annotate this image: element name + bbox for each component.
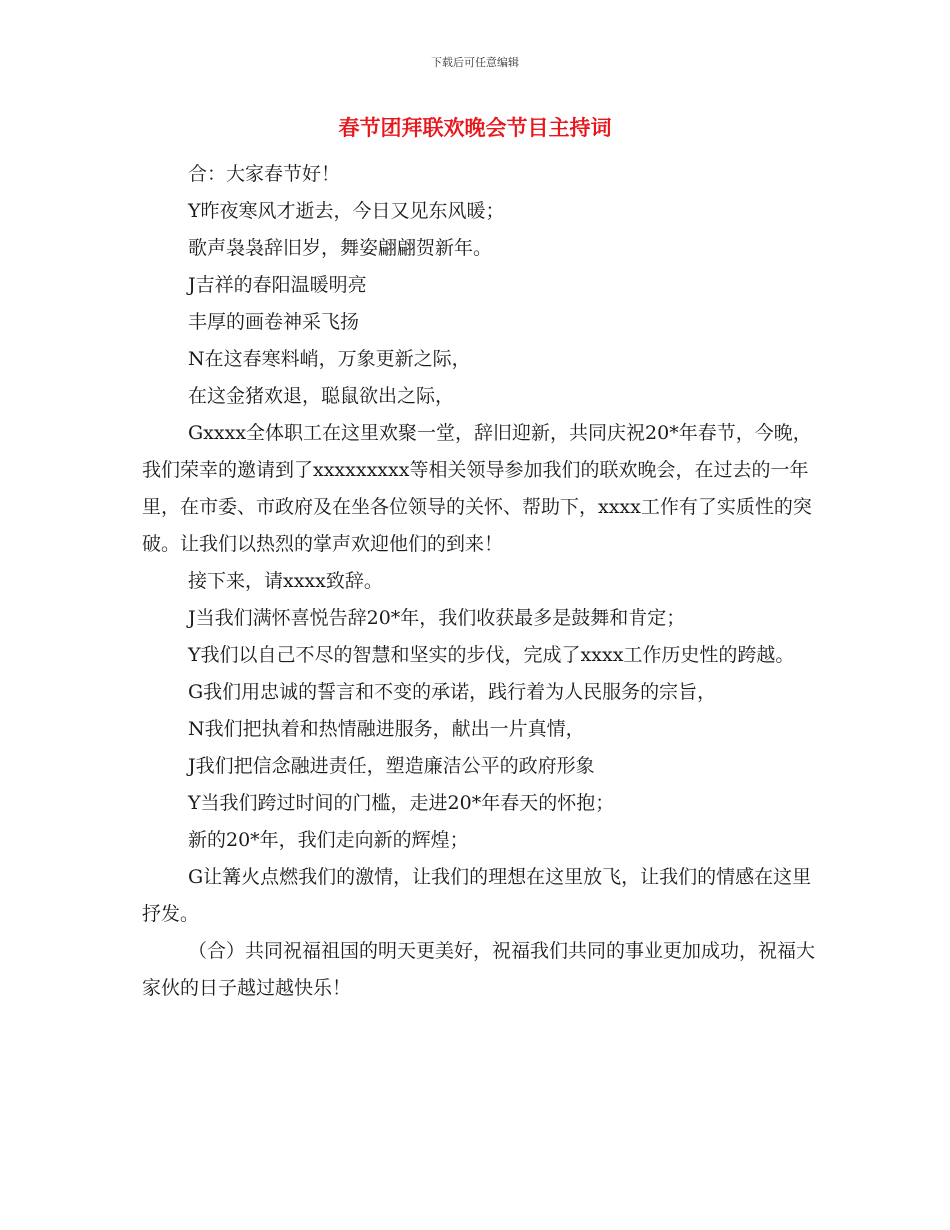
paragraph: （合）共同祝福祖国的明天更美好，祝福我们共同的事业更加成功，祝福大家伙的日子越过越快乐！	[142, 940, 816, 999]
paragraph: 丰厚的画卷神采飞扬	[188, 311, 360, 333]
paragraph: J当我们满怀喜悦告辞20*年，我们收获最多是鼓舞和肯定；	[188, 607, 686, 629]
paragraph: G我们用忠诚的誓言和不变的承诺，践行着为人民服务的宗旨，	[188, 681, 717, 703]
paragraph: Gxxxx全体职工在这里欢聚一堂，辞旧迎新，共同庆祝20*年春节，今晚，我们荣幸的邀请到了xxxxxxxxx等相关领导参加我们的联欢晚会，在过去的一年里，在市委、市政府及在坐各位领导的关怀、帮助下，xxxx工作有了实质性的突破。让我们以热烈的掌声欢迎他们的到来！	[142, 422, 812, 555]
document-body	[142, 156, 822, 1007]
paragraph: N在这春寒料峭，万象更新之际，	[188, 348, 471, 370]
paragraph: J我们把信念融进责任，塑造廉洁公平的政府形象	[188, 755, 595, 777]
document-title: 春节团拜联欢晚会节目主持词	[338, 116, 612, 140]
paragraph: N我们把执着和热情融进服务，献出一片真情，	[188, 718, 585, 740]
paragraph: Y我们以自己不尽的智慧和坚实的步伐，完成了xxxx工作历史性的跨越。	[188, 644, 795, 666]
paragraph: 歌声袅袅辞旧岁，舞姿翩翩贺新年。	[188, 237, 493, 259]
paragraph: 新的20*年，我们走向新的辉煌；	[188, 829, 469, 851]
page-header: 下载后可任意编辑	[431, 56, 519, 69]
paragraph: 在这金猪欢退，聪鼠欲出之际，	[188, 385, 455, 407]
paragraph: J吉祥的春阳温暖明亮	[188, 274, 367, 296]
paragraph: Y当我们跨过时间的门槛，走进20*年春天的怀抱；	[188, 792, 615, 814]
paragraph: 接下来，请xxxx致辞。	[188, 570, 383, 592]
paragraph: Y昨夜寒风才逝去，今日又见东风暖；	[188, 200, 505, 222]
paragraph: 合：大家春节好！	[188, 163, 341, 185]
paragraph: G让篝火点燃我们的激情，让我们的理想在这里放飞，让我们的情感在这里抒发。	[142, 866, 812, 925]
